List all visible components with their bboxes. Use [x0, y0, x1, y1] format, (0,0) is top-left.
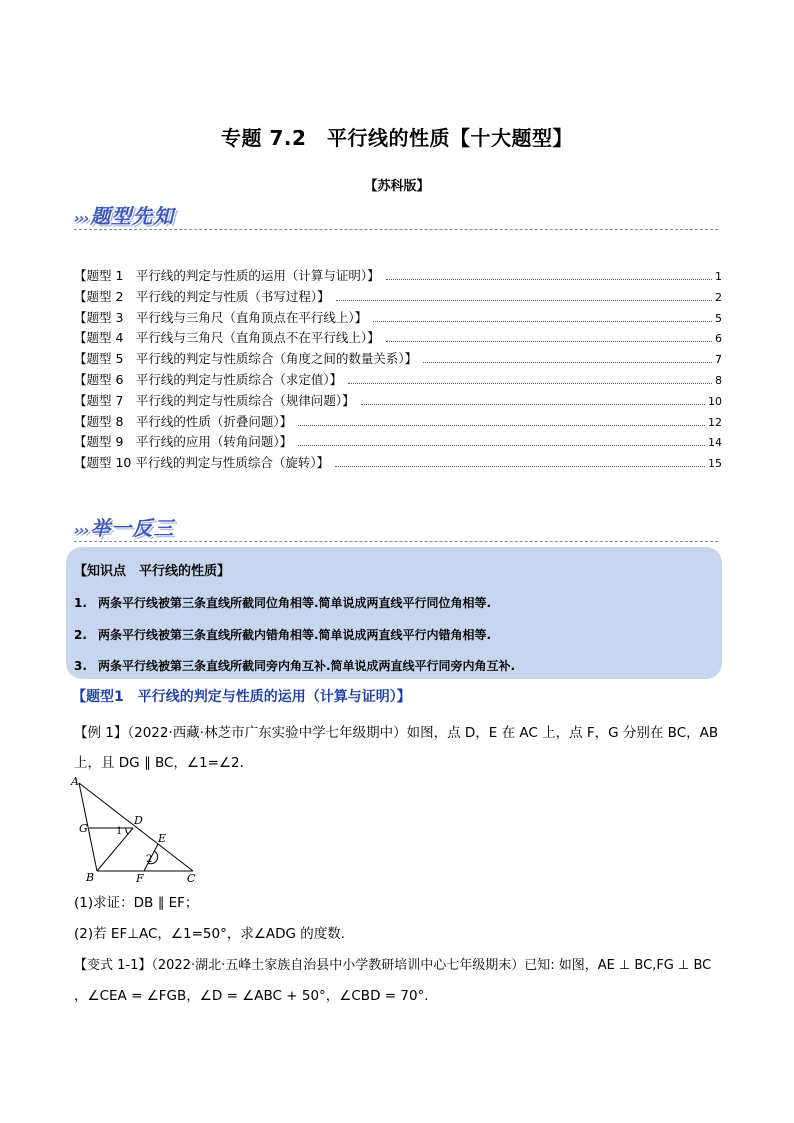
toc-page: 5 — [715, 311, 722, 325]
segment-AC — [79, 783, 193, 871]
toc-label: 【题型 1 平行线的判定与性质的运用（计算与证明）】 — [74, 268, 380, 283]
label-D: D — [134, 814, 143, 827]
toc-item[interactable] — [74, 328, 722, 349]
toc-page: 15 — [708, 457, 722, 471]
knowledge-point: 1. 两条平行线被第三条直线所截同位角相等.简单说成两直线平行同位角相等. — [74, 596, 492, 610]
banner-preview-text: 题型先知 — [90, 204, 175, 228]
toc-page: 8 — [715, 373, 722, 387]
label-B: B — [86, 871, 95, 883]
example1-q2: (2)若 EF⊥AC，∠1=50°，求∠ADG 的度数． — [74, 926, 355, 942]
toc-item[interactable] — [74, 412, 722, 433]
toc-page: 7 — [715, 353, 722, 367]
toc-label: 【题型 2 平行线的判定与性质（书写过程）】 — [74, 288, 330, 304]
toc-label: 【题型 4 平行线与三角尺（直角顶点不在平行线上）】 — [74, 330, 380, 346]
segment-DB — [97, 828, 133, 871]
example1-line2: 上，且 DG ∥ BC，∠1=∠2． — [74, 755, 254, 771]
triangle-figure — [70, 775, 200, 883]
knowledge-point: 2. 两条平行线被第三条直线所截内错角相等.简单说成两直线平行内错角相等. — [74, 628, 492, 642]
label-C: C — [187, 872, 196, 883]
variant1-line1: 【变式 1-1】（2022·湖北·五峰土家族自治县中小学教研培训中心七年级期末）已知: 如图，AE ⊥ BC,FG ⊥ BC — [74, 958, 712, 973]
knowledge-title: 【知识点 平行线的性质】 — [74, 564, 231, 579]
toc-page: 6 — [715, 332, 722, 346]
toc-item[interactable] — [74, 391, 722, 412]
banner-examples-text: 举一反三 — [90, 516, 175, 540]
toc-page: 10 — [708, 394, 722, 408]
example1-line1: 【例 1】（2022·西藏·林芝市广东实验中学七年级期中）如图，点 D，E 在 AC 上，点 F，G 分别在 BC，AB — [74, 725, 719, 741]
toc-item[interactable] — [74, 349, 722, 370]
toc-page: 2 — [715, 290, 722, 304]
table-of-contents — [74, 266, 722, 474]
toc-item[interactable] — [74, 370, 722, 391]
toc-page: 14 — [708, 436, 722, 450]
toc-item[interactable] — [74, 432, 722, 453]
banner-preview — [74, 200, 234, 230]
toc-label: 【题型 8 平行线的性质（折叠问题）】 — [74, 413, 293, 429]
toc-label: 【题型 10 平行线的判定与性质综合（旋转）】 — [74, 455, 330, 471]
toc-label: 【题型 9 平行线的应用（转角问题）】 — [74, 434, 293, 450]
angle-1-arc — [126, 828, 128, 834]
toc-label: 【题型 7 平行线的判定与性质综合（规律问题）】 — [74, 392, 355, 408]
label-A: A — [71, 775, 79, 788]
arrows-icon: ››› — [74, 211, 89, 227]
page-title: 专题 7.2 平行线的性质【十大题型】 — [221, 126, 573, 150]
toc-label: 【题型 5 平行线的判定与性质综合（角度之间的数量关系）】 — [74, 351, 418, 367]
knowledge-point: 3. 两条平行线被第三条直线所截同旁内角互补.简单说成两直线平行同旁内角互补. — [74, 659, 516, 673]
label-G: G — [79, 822, 88, 835]
arrows-icon: ››› — [74, 523, 89, 539]
section-title: 【题型1 平行线的判定与性质的运用（计算与证明）】 — [72, 689, 411, 705]
divider-examples — [74, 541, 718, 542]
banner-examples — [74, 512, 234, 542]
toc-item[interactable] — [74, 453, 722, 474]
label-E: E — [158, 832, 167, 845]
toc-item[interactable] — [74, 308, 722, 329]
label-F: F — [136, 872, 144, 883]
toc-page: 12 — [708, 415, 722, 429]
toc-item[interactable] — [74, 287, 722, 308]
variant1-line2: ，∠CEA = ∠FGB，∠D = ∠ABC + 50°，∠CBD = 70°． — [74, 988, 438, 1004]
toc-item[interactable] — [74, 266, 722, 287]
example1-q1: (1)求证：DB ∥ EF； — [74, 895, 199, 911]
label-angle-1: 1 — [116, 826, 123, 837]
toc-label: 【题型 6 平行线的判定与性质综合（求定值）】 — [74, 371, 343, 387]
toc-label: 【题型 3 平行线与三角尺（直角顶点在平行线上）】 — [74, 309, 368, 325]
divider-preview — [74, 229, 718, 230]
edition-label: 【苏科版】 — [364, 179, 430, 194]
label-angle-2: 2 — [146, 854, 153, 865]
toc-page: 1 — [715, 270, 722, 283]
